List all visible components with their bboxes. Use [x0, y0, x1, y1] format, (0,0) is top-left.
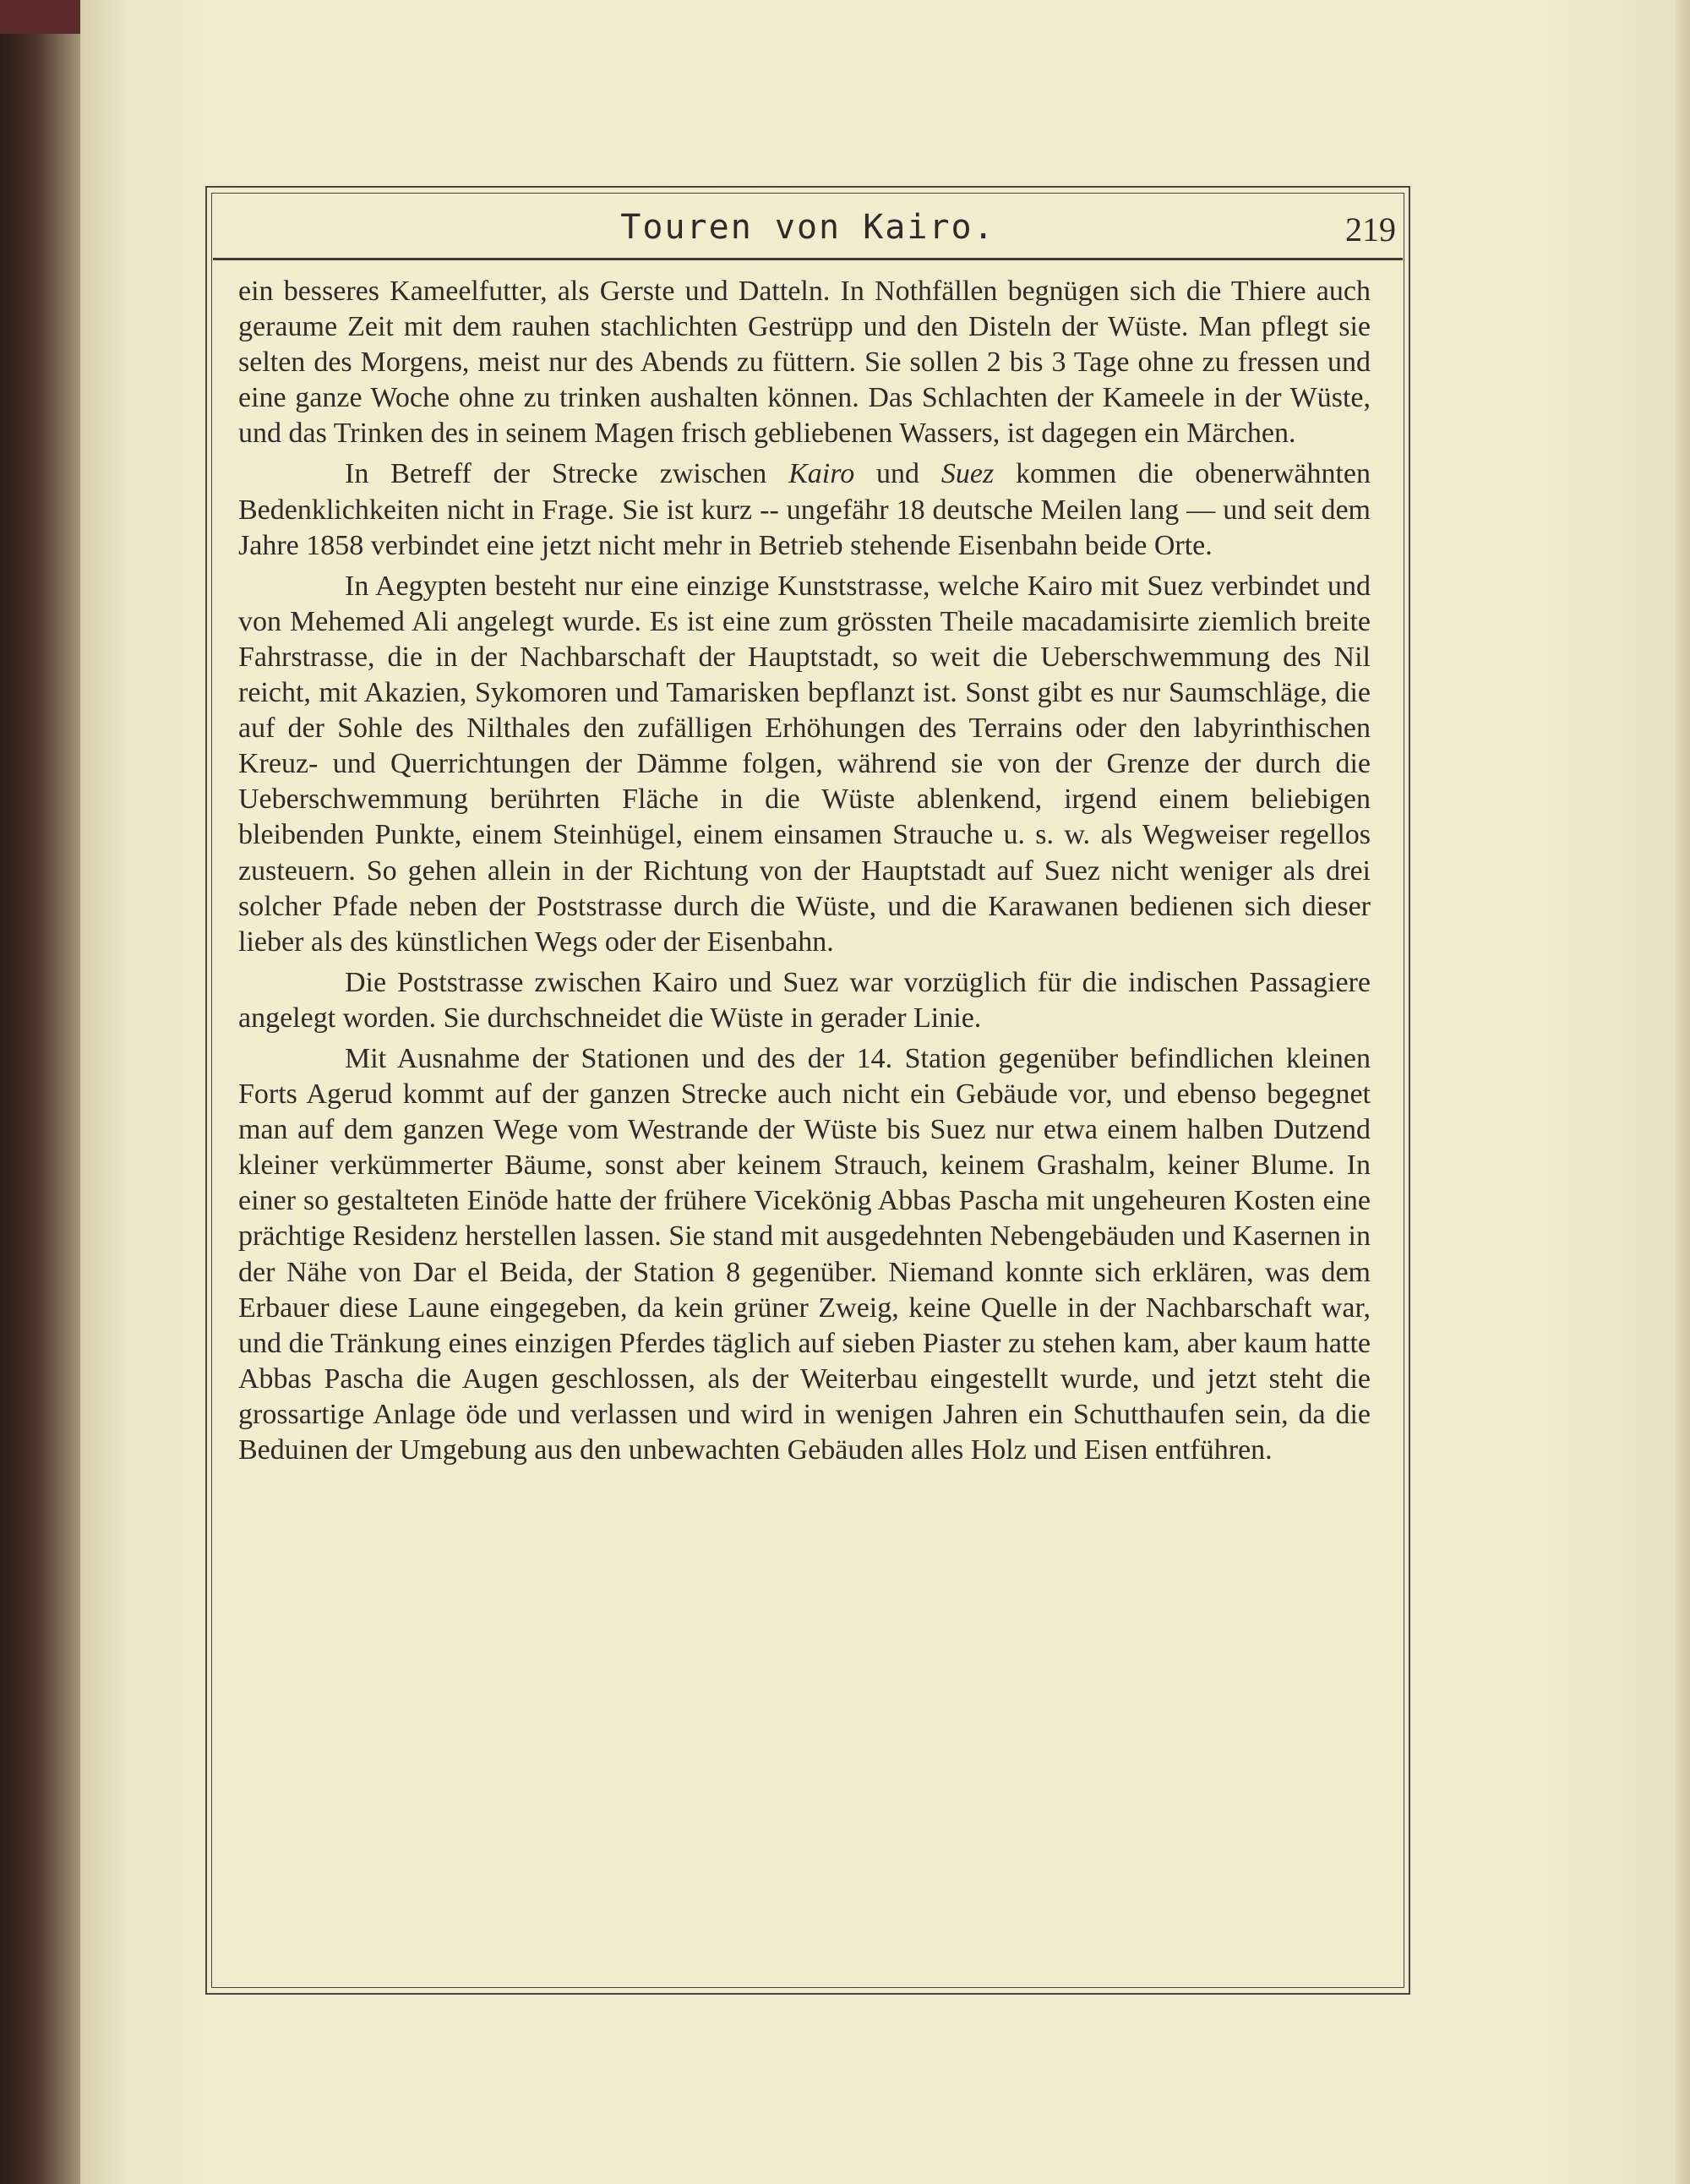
- paragraph-1: ein besseres Kameelfutter, als Gerste und Datteln. In Nothfällen begnügen sich die Thiere auch geraume Zeit mit dem rauhen stachlichten Gestrüpp und den Disteln der Wüste. Man pflegt sie selten des Morgens, meist nur des Abends zu füttern. Sie sollen 2 bis 3 Tage ohne zu fressen und eine ganze Woche ohne zu trinken aushalten können. Das Schlachten der Kameele in der Wüste, und das Trinken des in seinem Magen frisch gebliebenen Wassers, ist dagegen ein Märchen.: [238, 276, 1371, 450]
- place-kairo: Kairo: [788, 458, 855, 490]
- page-edge: [1675, 0, 1690, 2184]
- paragraph-2-text: kommen die obenerwähnten Bedenklichkeiten nicht in Frage. Sie ist kurz -- ungefähr 18 deutsche Meilen lang — und seit dem Jahre 1858 verbindet eine jetzt nicht mehr in Betrieb stehende Eisenbahn beide Orte.: [238, 458, 1371, 561]
- page-number: 219: [1345, 210, 1396, 248]
- paragraph-3: In Aegypten besteht nur eine einzige Kunststrasse, welche Kairo mit Suez verbindet und von Mehemed Ali angelegt wurde. Es ist eine zum grössten Theile macadamisirte ziemlich breite Fahrstrasse, die in der Nachbarschaft der Hauptstadt, so weit die Ueberschwemmung des Nil reicht, mit Akazien, Sykomoren und Tamarisken bepflanzt ist. Sonst gibt es nur Saumschläge, die auf der Sohle des Nilthales den zufälligen Erhöhungen des Terrains oder den labyrinthischen Kreuz- und Querrichtungen der Dämme folgen, während sie von der Grenze der durch die Ueberschwemmung berührten Fläche in die Wüste ablenkend, irgend einem beliebigen bleibenden Punkte, einem Steinhügel, einem einsamen Strauche u. s. w. als Wegweiser regellos zusteuern. So gehen allein in der Richtung von der Hauptstadt auf Suez nicht weniger als drei solcher Pfade neben der Poststrasse durch die Wüste, und die Karawanen bedienen sich dieser lieber als des künstlichen Wegs oder der Eisenbahn.: [238, 570, 1371, 958]
- binding-corner: [0, 0, 93, 34]
- running-title: Touren von Kairo.: [620, 208, 995, 247]
- paragraph-5: Mit Ausnahme der Stationen und des der 14. Station gegenüber befindlichen kleinen Forts Agerud kommt auf der ganzen Strecke auch nicht ein Gebäude vor, und ebenso begegnet man auf dem ganzen Wege vom Westrande der Wüste bis Suez nur etwa einem halben Dutzend kleiner verkümmerter Bäume, sonst aber keinem Strauch, keinem Grashalm, keiner Blume. In einer so gestalteten Einöde hatte der frühere Vicekönig Abbas Pascha mit ungeheuren Kosten eine prächtige Residenz herstellen lassen. Sie stand mit ausgedehnten Nebengebäuden und Kasernen in der Nähe von Dar el Beida, der Station 8 gegenüber. Niemand konnte sich erklären, was dem Erbauer diese Laune eingegeben, da kein grüner Zweig, keine Quelle in der Nachbarschaft war, und die Tränkung eines einzigen Pferdes täglich auf sieben Piaster zu stehen kam, aber kaum hatte Abbas Pascha die Augen geschlossen, als der Weiterbau eingestellt wurde, und jetzt steht die grossartige Anlage öde und verlassen und wird in wenigen Jahren ein Schutthaufen sein, da die Beduinen der Umgebung aus den unbewachten Gebäuden alles Holz und Eisen entführen.: [238, 1042, 1371, 1466]
- body-text: [238, 274, 1371, 1468]
- paragraph-2: [238, 456, 1371, 563]
- paragraph-4: Die Poststrasse zwischen Kairo und Suez war vorzüglich für die indischen Passagiere angelegt worden. Sie durchschneidet die Wüste in gerader Linie.: [238, 966, 1371, 1034]
- place-suez: Suez: [940, 458, 995, 490]
- running-header: [213, 199, 1403, 260]
- paragraph-2-text: In Betreff der Strecke zwischen: [345, 458, 789, 490]
- paragraph-2-text: und: [854, 458, 941, 490]
